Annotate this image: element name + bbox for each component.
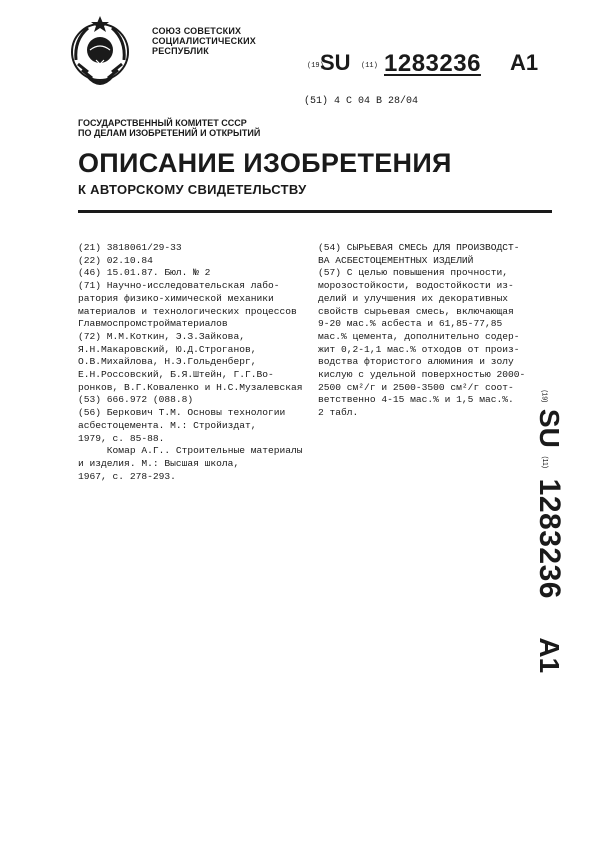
abstract-line: 2 табл.: [318, 407, 359, 419]
kind-code: A1: [510, 50, 539, 75]
biblio-line: 1979, с. 85-88.: [78, 432, 165, 444]
side-patent-id: [533, 390, 586, 680]
abstract-line: ВА АСБЕСТОЦЕМЕНТНЫХ ИЗДЕЛИЙ: [318, 254, 474, 266]
abstract-line: 2500 см²/г и 2500-3500 см²/г соот-: [318, 381, 514, 393]
document-subtitle: К АВТОРСКОМУ СВИДЕТЕЛЬСТВУ: [78, 182, 307, 197]
abstract-line: свойств сырьевая смесь, включающая: [318, 305, 514, 317]
bibliographic-data: [78, 242, 310, 483]
patent-number: 1283236: [384, 50, 481, 77]
ipc-classification: (51) 4 C 04 B 28/04: [304, 96, 419, 107]
biblio-line: Я.Н.Макаровский, Ю.Д.Строганов,: [78, 343, 257, 355]
abstract-line: водства фтористого алюминия и золу: [318, 356, 514, 368]
abstract-line: (54) СЫРЬЕВАЯ СМЕСЬ ДЛЯ ПРОИЗВОДСТ-: [318, 242, 520, 253]
biblio-line: (72) М.М.Коткин, Э.З.Зайкова,: [78, 330, 245, 342]
biblio-line: ратория физико-химической механики: [78, 292, 274, 304]
biblio-line: ронков, В.Г.Коваленко и Н.С.Музалевская: [78, 381, 303, 393]
side-patent-number: 1283236: [533, 478, 566, 599]
header-divider: [78, 210, 552, 213]
abstract-line: кислую с удельной поверхностью 2000-: [318, 369, 526, 381]
abstract-line: (57) С целью повышения прочности,: [318, 267, 508, 279]
side-kind-code: A1: [534, 637, 565, 674]
biblio-line: Комар А.Г.. Строительные материалы и изделия. М.: Высшая школа,: [78, 445, 309, 469]
biblio-line: (71) Научно-исследовательская лабо-: [78, 280, 280, 292]
side-code-label-11: (11): [540, 456, 548, 469]
abstract: [318, 242, 554, 420]
biblio-line: (53) 666.972 (088.8): [78, 394, 194, 406]
code-label-19: (19): [307, 62, 324, 70]
side-code-label-19: (19): [540, 390, 548, 403]
country-name: СОЮЗ СОВЕТСКИХ СОЦИАЛИСТИЧЕСКИХ РЕСПУБЛИК: [152, 26, 256, 56]
abstract-line: делий и улучшения их декоративных: [318, 292, 508, 304]
abstract-line: жит 0,2-1,1 мас.% отходов от произ-: [318, 343, 520, 355]
biblio-line: материалов и технологических процессов Главмоспромстройматериалов: [78, 305, 297, 330]
country-code: SU: [320, 50, 351, 75]
side-country-code: SU: [534, 408, 565, 448]
abstract-line: морозостойкости, водостойкости из-: [318, 280, 514, 292]
abstract-line: 9-20 мас.% асбеста и 61,85-77,85: [318, 318, 503, 330]
ussr-emblem-icon: [66, 14, 134, 94]
biblio-line: (22) 02.10.84: [78, 254, 153, 266]
biblio-line: (46) 15.01.87. Бюл. № 2: [78, 267, 211, 279]
document-title: ОПИСАНИЕ ИЗОБРЕТЕНИЯ: [78, 148, 452, 178]
abstract-line: мас.% цемента, дополнительно содер-: [318, 330, 520, 342]
biblio-line: 1967, с. 278-293.: [78, 470, 176, 482]
code-label-11: (11): [361, 62, 378, 70]
biblio-line: (21) 3818061/29-33: [78, 242, 182, 253]
biblio-line: О.В.Михайлова, Н.Э.Гольденберг,: [78, 356, 257, 368]
abstract-line: ветственно 4-15 мас.% и 1,5 мас.%.: [318, 394, 514, 406]
committee-name: ГОСУДАРСТВЕННЫЙ КОМИТЕТ СССР ПО ДЕЛАМ ИЗОБРЕТЕНИЙ И ОТКРЫТИЙ: [78, 118, 261, 138]
biblio-line: (56) Беркович Т.М. Основы технологии асбестоцемента. М.: Стройиздат,: [78, 407, 286, 431]
biblio-line: Е.Н.Россовский, Б.Я.Штейн, Г.Г.Во-: [78, 369, 274, 381]
